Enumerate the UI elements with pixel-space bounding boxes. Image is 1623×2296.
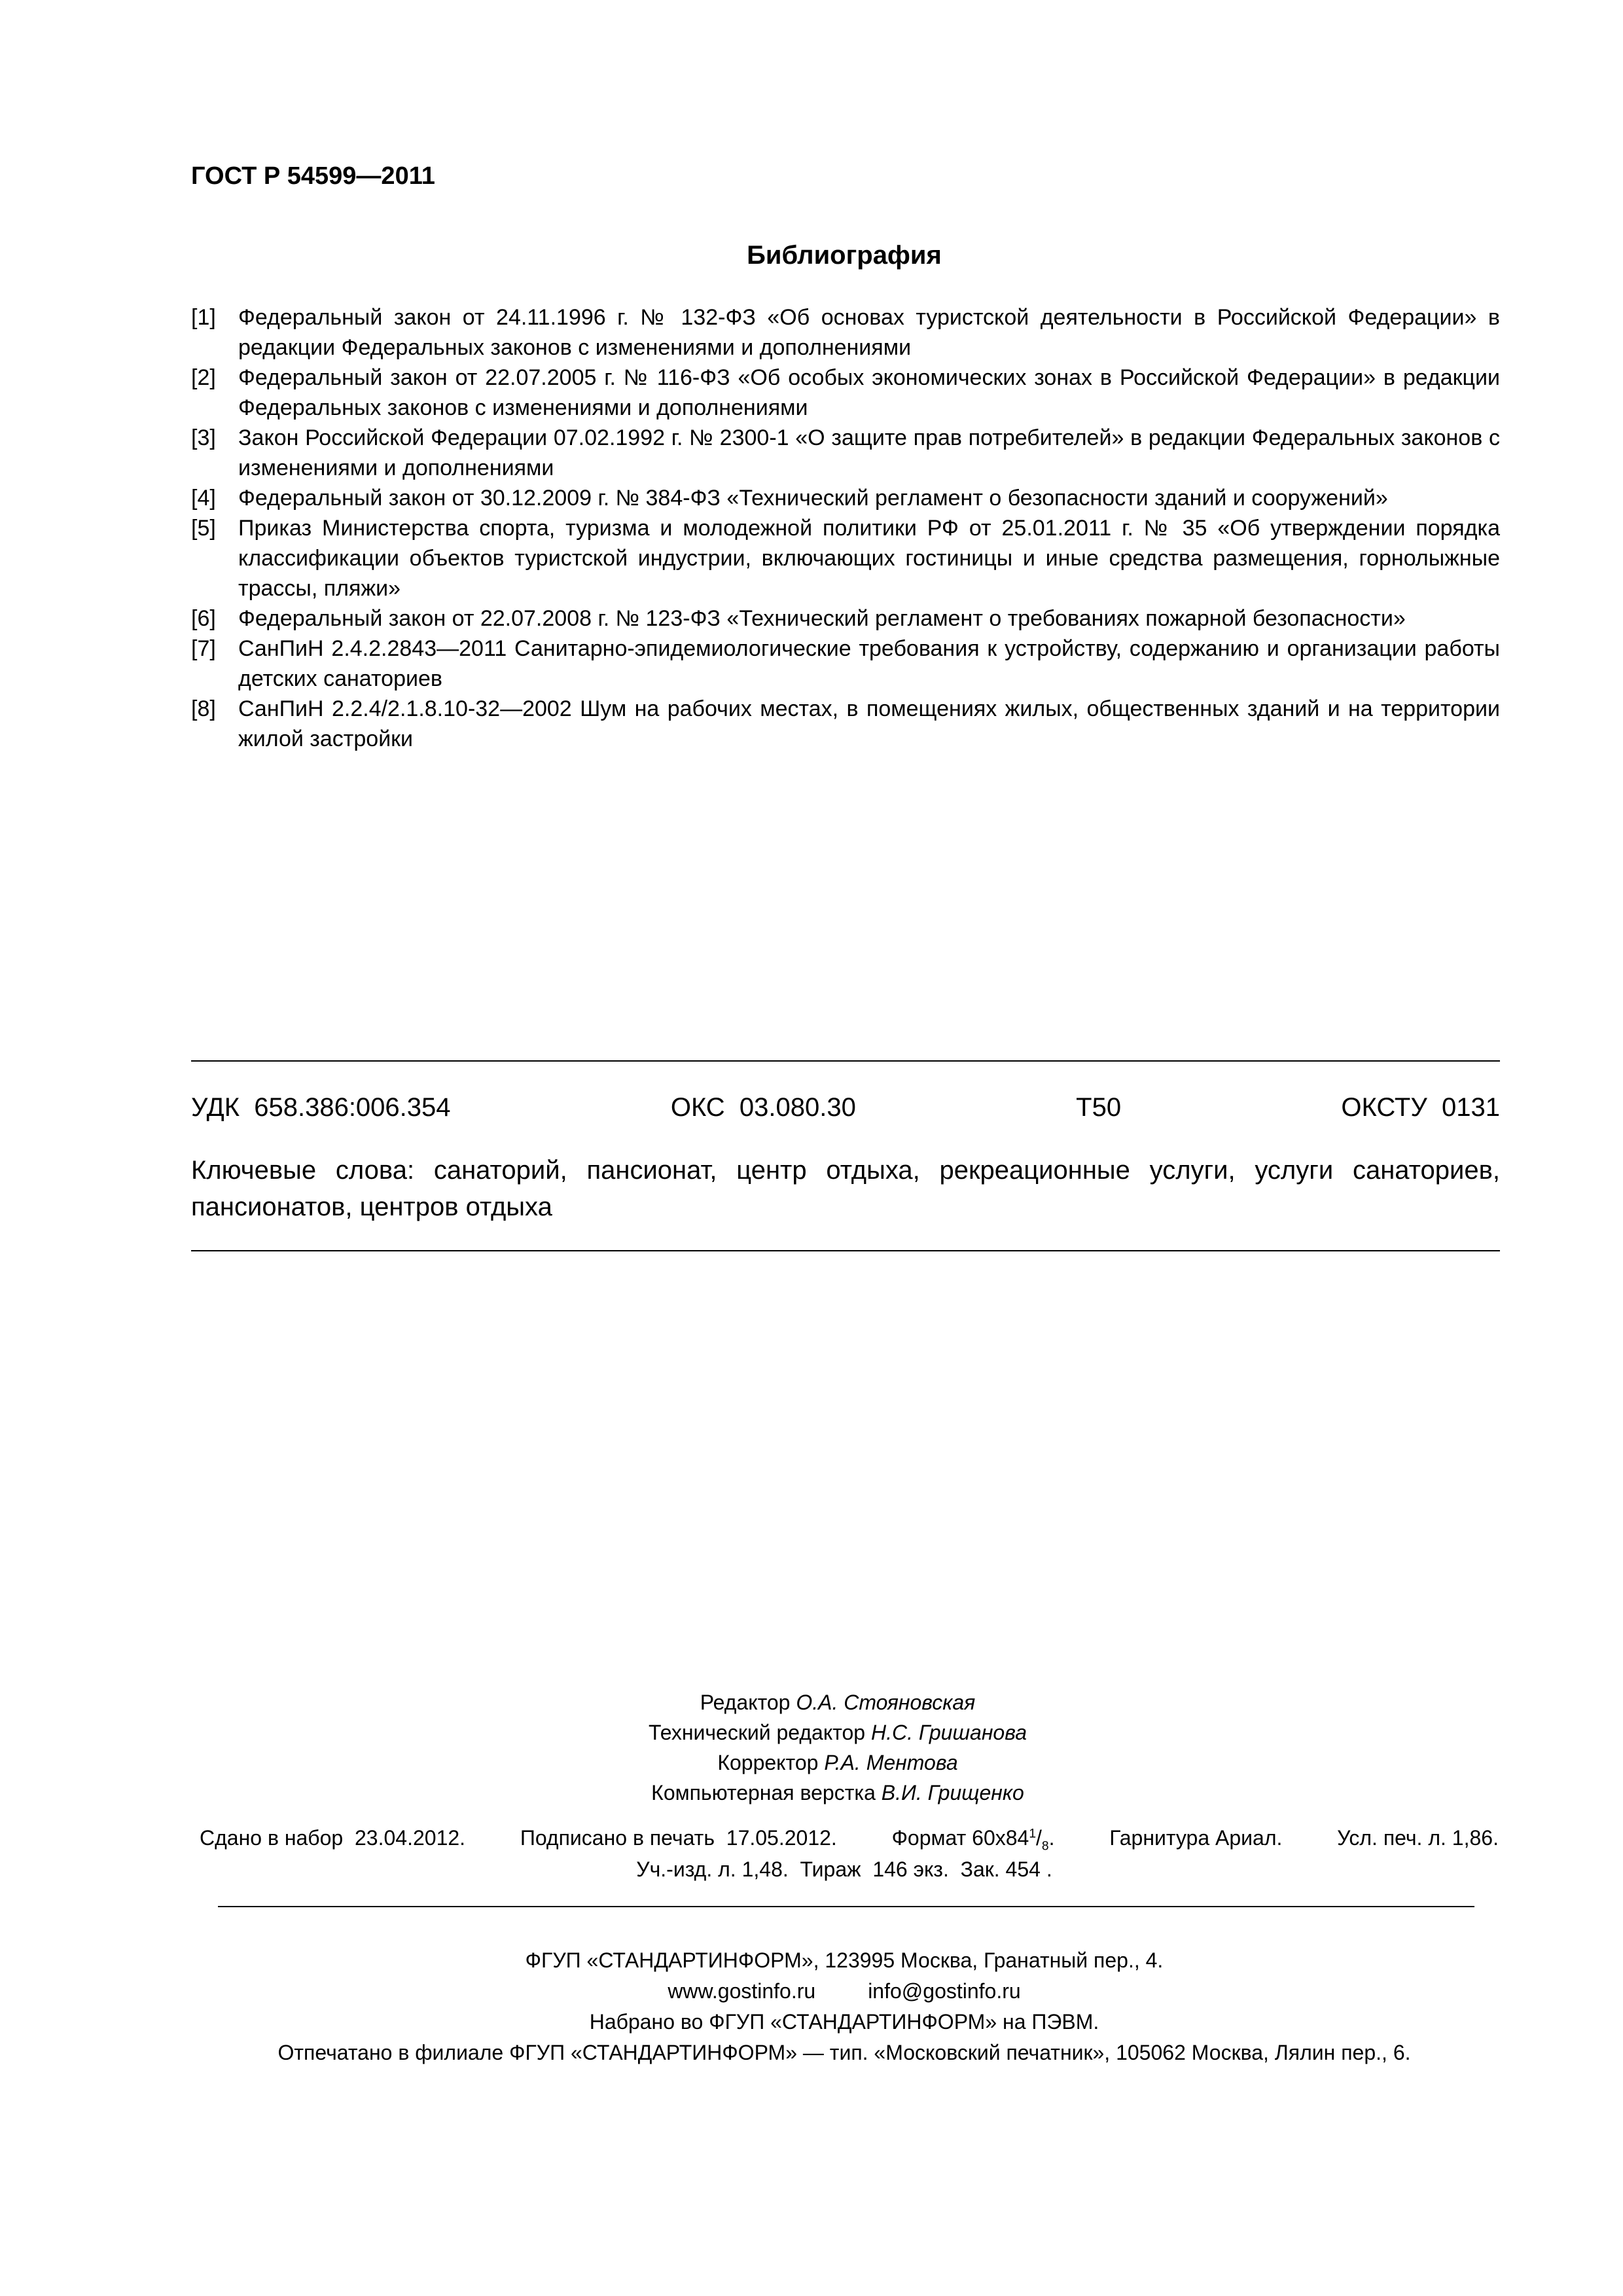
classification-codes <box>191 1093 1500 1122</box>
item-text: Федеральный закон от 30.12.2009 г. № 384-ФЗ «Технический регламент о безопасности зданий и сооружений» <box>238 486 1388 511</box>
corrector-line: Корректор Р.А. Ментова <box>717 1751 958 1774</box>
tech-editor-name: Н.С. Гришанова <box>870 1721 1027 1744</box>
bibliography-item <box>191 634 1500 694</box>
divider-top <box>191 1060 1500 1062</box>
divider-keywords <box>191 1250 1500 1251</box>
item-text: Федеральный закон от 22.07.2008 г. № 123-ФЗ «Технический регламент о требованиях пожарной безопасности» <box>238 606 1406 631</box>
item-text: СанПиН 2.4.2.2843—2011 Санитарно-эпидемиологические требования к устройству, содержанию и организации работы детских санаториев <box>238 636 1500 691</box>
publisher-address: ФГУП «СТАНДАРТИНФОРМ», 123995 Москва, Гранатный пер., 4. <box>525 1948 1164 1972</box>
item-number: [6] <box>191 606 216 631</box>
item-number: [2] <box>191 365 216 390</box>
keywords: Ключевые слова: санаторий, пансионат, центр отдыха, рекреационные услуги, услуги санаториев, пансионатов, центров отдыха <box>191 1156 1500 1221</box>
bibliography-list <box>191 302 1500 754</box>
email-link[interactable]: info@gostinfo.ru <box>868 1979 1021 2003</box>
bibliography-item <box>191 363 1500 423</box>
item-number: [8] <box>191 696 216 721</box>
bibliography-item <box>191 694 1500 754</box>
editor-name: О.А. Стояновская <box>796 1691 976 1714</box>
bibliography-item <box>191 483 1500 513</box>
item-text: Закон Российской Федерации 07.02.1992 г. № 2300-1 «О защите прав потребителей» в редакции Федеральных законов с изменениями и дополнениями <box>238 425 1500 480</box>
udk-code: УДК 658.386:006.354 <box>191 1093 451 1122</box>
divider-bottom <box>218 1906 1474 1907</box>
signed-date: Подписано в печать 17.05.2012. <box>520 1826 837 1850</box>
standard-number: ГОСТ Р 54599—2011 <box>191 162 435 190</box>
website-link[interactable]: www.gostinfo.ru <box>668 1979 816 2003</box>
typeface: Гарнитура Ариал. <box>1109 1826 1283 1850</box>
bibliography-item <box>191 603 1500 634</box>
print-sheets: Усл. печ. л. 1,86. <box>1337 1826 1499 1850</box>
bibliography-item <box>191 302 1500 363</box>
typeset-info: Набрано во ФГУП «СТАНДАРТИНФОРМ» на ПЭВМ. <box>589 2010 1099 2034</box>
publisher-info <box>0 1945 1623 2068</box>
item-number: [1] <box>191 305 216 330</box>
bibliography-item <box>191 423 1500 483</box>
print-info-line2: Уч.-изд. л. 1,48. Тираж 146 экз. Зак. 454 . <box>636 1857 1052 1881</box>
paper-format: Формат $60x84^1/_8$. <box>891 1826 1055 1854</box>
bibliography-item <box>191 513 1500 603</box>
t-code: Т50 <box>1076 1093 1122 1122</box>
publisher-contacts <box>0 1976 1623 2007</box>
tech-editor-line: Технический редактор Н.С. Гришанова <box>648 1721 1027 1744</box>
corrector-name: Р.А. Ментова <box>824 1751 958 1774</box>
okstu-code: ОКСТУ 0131 <box>1341 1093 1500 1122</box>
print-info <box>200 1826 1499 1854</box>
layout-line: Компьютерная верстка В.И. Грищенко <box>651 1781 1024 1804</box>
item-number: [7] <box>191 636 216 661</box>
item-number: [5] <box>191 516 216 541</box>
item-text: Федеральный закон от 24.11.1996 г. № 132-ФЗ «Об основах туристской деятельности в Российской Федерации» в редакции Федеральных законов с изменениями и дополнениями <box>238 305 1500 360</box>
oks-code: ОКС 03.080.30 <box>670 1093 856 1122</box>
item-text: Приказ Министерства спорта, туризма и молодежной политики РФ от 25.01.2011 г. № 35 «Об утверждении порядка классификации объектов туристской индустрии, включающих гостиницы и иные средства размещения, горнолыжные трассы, пляжи» <box>238 516 1500 601</box>
layout-name: В.И. Грищенко <box>881 1781 1024 1804</box>
bibliography-title: Библиография <box>747 241 942 270</box>
printed-info: Отпечатано в филиале ФГУП «СТАНДАРТИНФОРМ» — тип. «Московский печатник», 105062 Москва, Лялин пер., 6. <box>277 2041 1411 2064</box>
editorial-credits <box>0 1687 1623 1808</box>
item-number: [3] <box>191 425 216 450</box>
item-text: Федеральный закон от 22.07.2005 г. № 116-ФЗ «Об особых экономических зонах в Российской Федерации» в редакции Федеральных законов с изменениями и дополнениями <box>238 365 1500 420</box>
item-number: [4] <box>191 486 216 511</box>
item-text: СанПиН 2.2.4/2.1.8.10-32—2002 Шум на рабочих местах, в помещениях жилых, общественных зданий и на территории жилой застройки <box>238 696 1500 751</box>
submitted-date: Сдано в набор 23.04.2012. <box>200 1826 466 1850</box>
editor-line: Редактор О.А. Стояновская <box>700 1691 976 1714</box>
